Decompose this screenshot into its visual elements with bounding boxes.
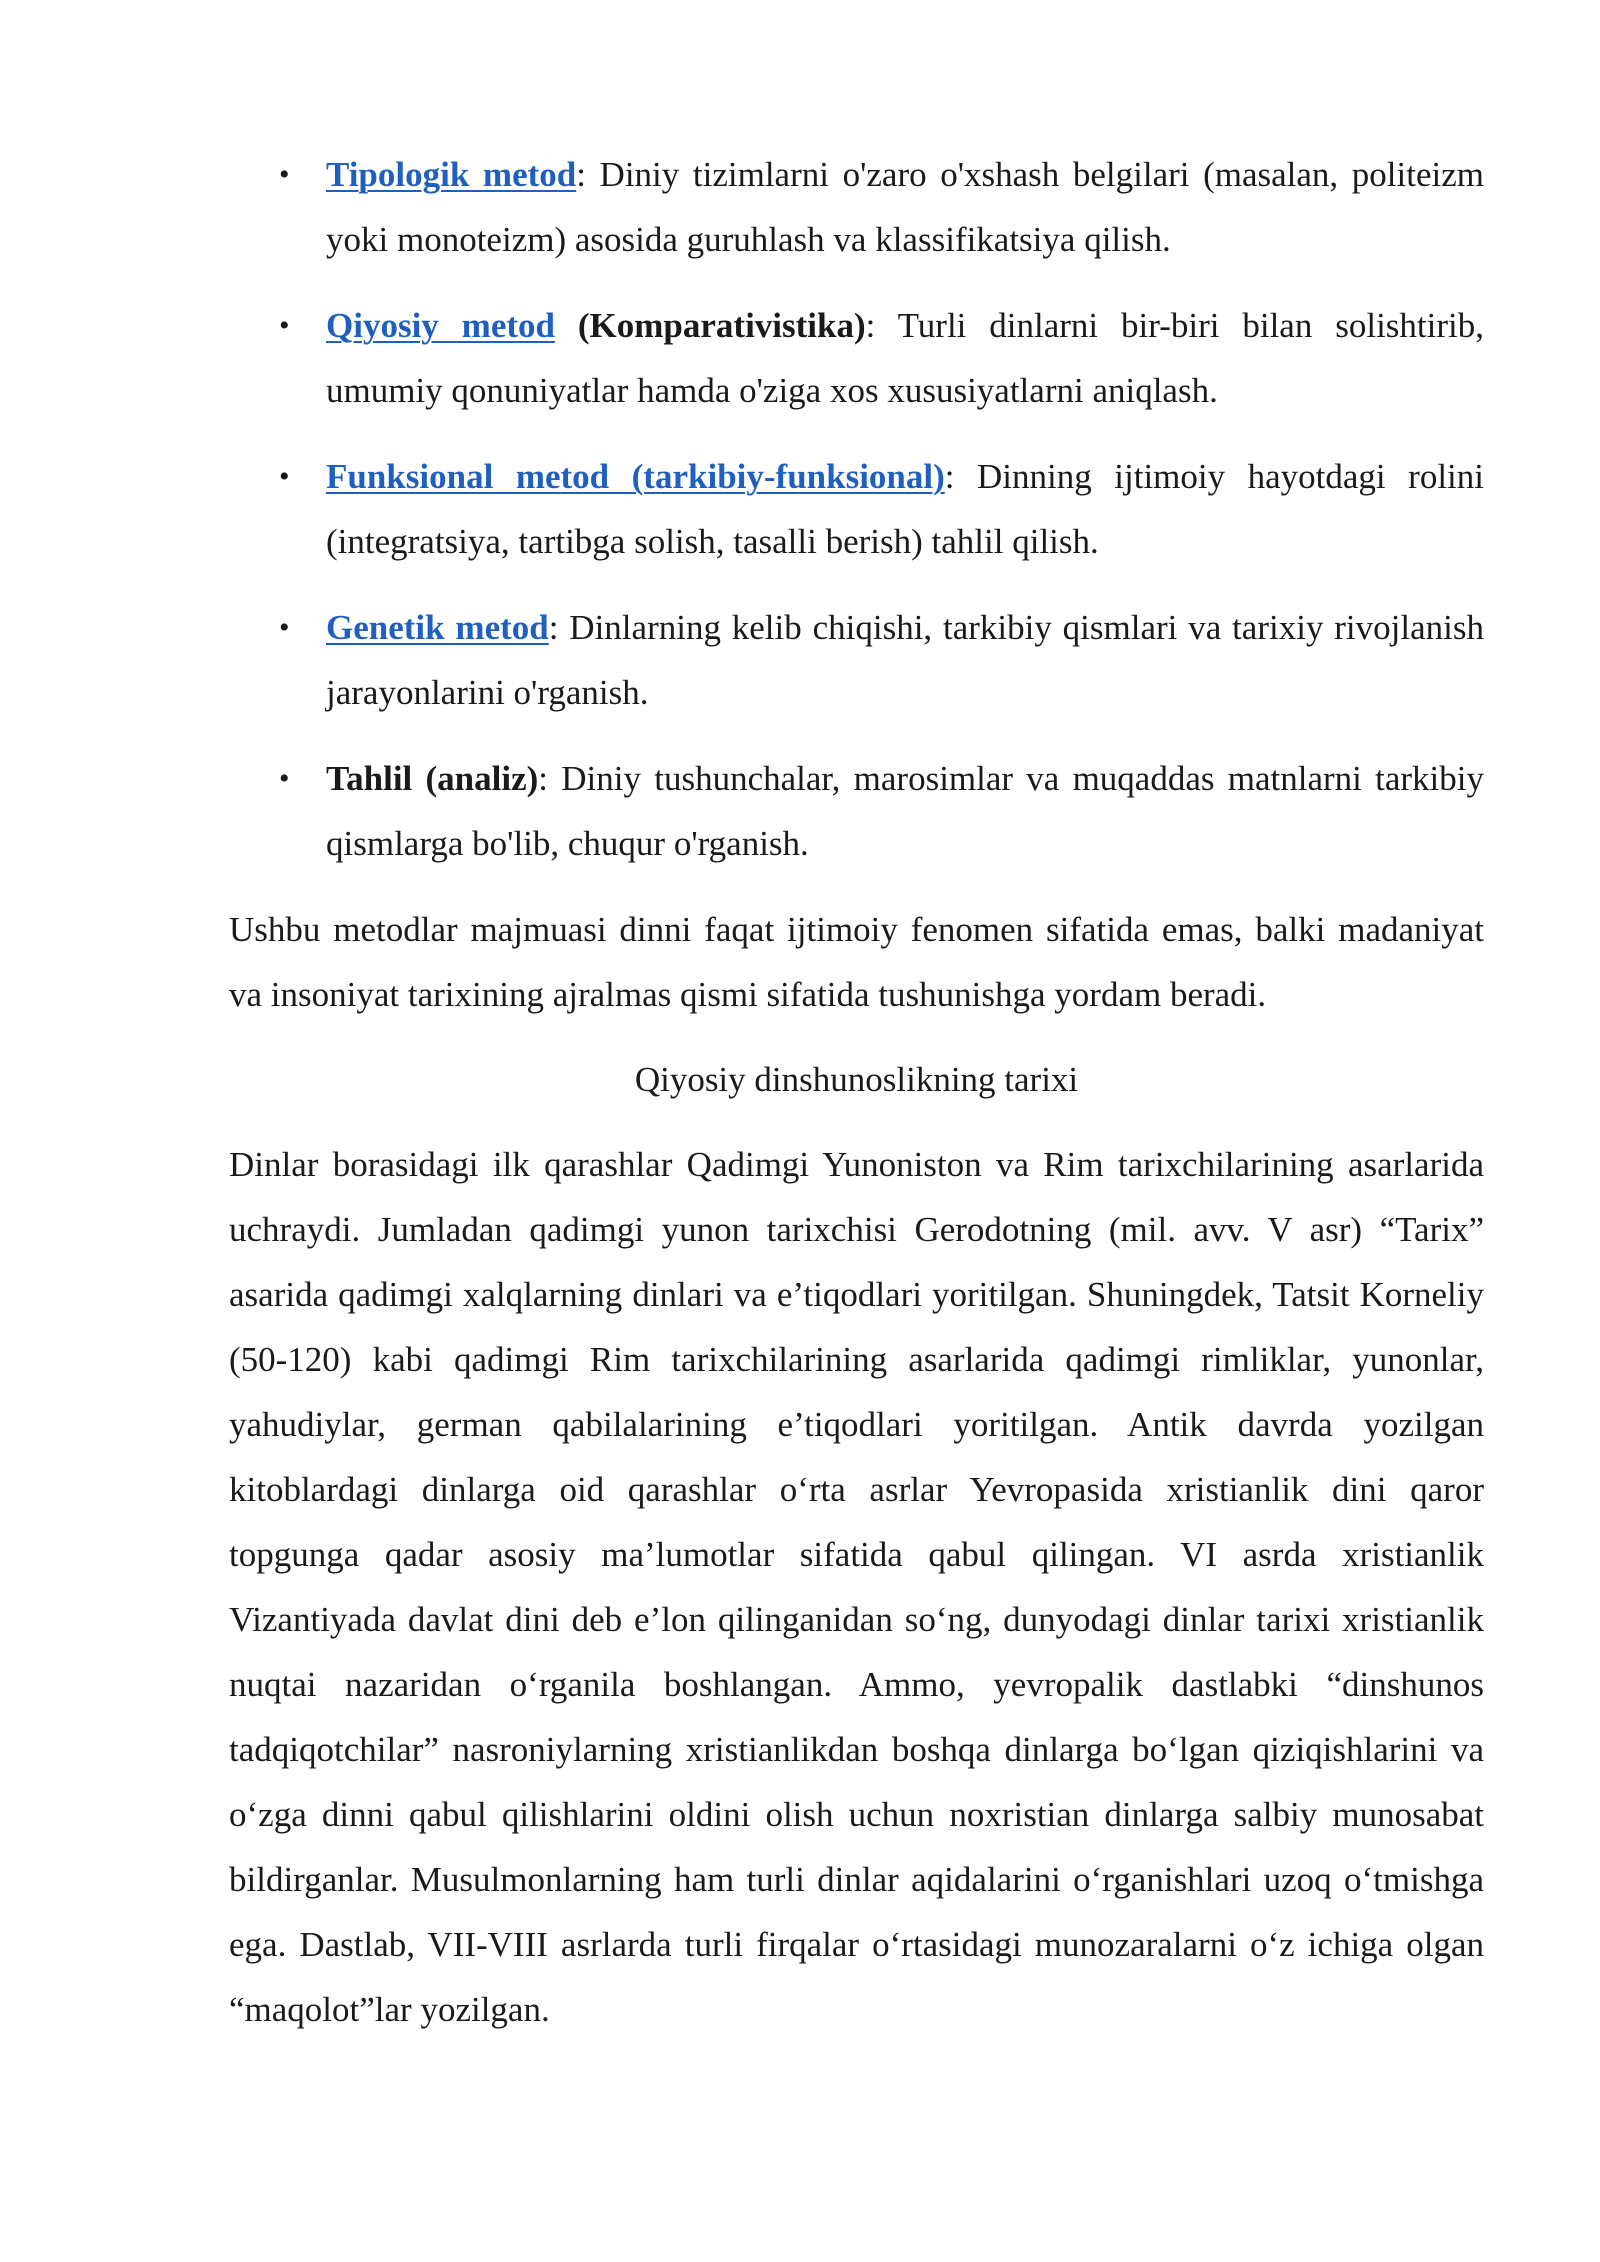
bullet-icon: • — [279, 762, 290, 795]
list-item — [229, 595, 1484, 725]
list-item — [229, 444, 1484, 574]
page-content — [229, 142, 1484, 2042]
item-text: : Diniy tizimlarni o'zaro o'xshash belgilari (masalan, politeizm yoki monoteizm) asosida guruhlash va klassifikatsiya qilish. — [326, 155, 1484, 259]
term-qualifier: (Komparativistika) — [555, 306, 866, 345]
bullet-icon: • — [279, 309, 290, 342]
item-text: : Turli dinlarni bir-biri bilan solishtirib, umumiy qonuniyatlar hamda o'ziga xos xususiyatlarni aniqlash. — [326, 306, 1484, 410]
bullet-icon: • — [279, 611, 290, 644]
section-title: Qiyosiy dinshunoslikning tarixi — [634, 1060, 1079, 1099]
history-paragraph: Dinlar borasidagi ilk qarashlar Qadimgi Yunoniston va Rim tarixchilarining asarlarida uchraydi. Jumladan qadimgi yunon tarixchisi Gerodotning (mil. avv. V asr) “Tarix” asarida qadimgi xalqlarning dinlari va e’tiqodlari yoritilgan. Shuningdek, Tatsit Korneliy (50-120) kabi qadimgi Rim tarixchilarining asarlarida qadimgi rimliklar, yunonlar, yahudiylar, german qabilalarining e’tiqodlari yoritilgan. Antik davrda yozilgan kitoblardagi dinlarga oid qarashlar o‘rta asrlar Yevropasida xristianlik dini qaror topgunga qadar asosiy ma’lumotlar sifatida qabul qilingan. VI asrda xristianlik Vizantiyada davlat dini deb e’lon qilinganidan so‘ng, dunyodagi dinlar tarixi xristianlik nuqtai nazaridan o‘rganila boshlangan. Ammo, yevropalik dastlabki “dinshunos tadqiqotchilar” nasroniylarning xristianlikdan boshqa dinlarga bo‘lgan qiziqishlarini va o‘zga dinni qabul qilishlarini oldini olish uchun noxristian dinlarga salbiy munosabat bildirganlar. Musulmonlarning ham turli dinlar aqidalarini o‘rganishlari uzoq o‘tmishga ega. Dastlab, VII-VIII asrlarda turli firqalar o‘rtasidagi munozaralarni o‘z ichiga olgan “maqolot”lar yozilgan. — [229, 1145, 1484, 2029]
item-text: : Dinning ijtimoiy hayotdagi rolini (integratsiya, tartibga solish, tasalli berish) tahlil qilish. — [326, 457, 1484, 561]
bullet-icon: • — [279, 158, 290, 191]
methods-list — [229, 142, 1484, 876]
term-link-tipologik[interactable]: Tipologik metod — [326, 155, 577, 194]
summary-paragraph: Ushbu metodlar majmuasi dinni faqat ijtimoiy fenomen sifatida emas, balki madaniyat va insoniyat tarixining ajralmas qismi sifatida tushunishga yordam beradi. — [229, 910, 1484, 1014]
list-item — [229, 293, 1484, 423]
item-text: : Dinlarning kelib chiqishi, tarkibiy qismlari va tarixiy rivojlanish jarayonlarini o'rganish. — [326, 608, 1484, 712]
term-link-genetik[interactable]: Genetik metod — [326, 608, 549, 647]
item-text: : Diniy tushunchalar, marosimlar va muqaddas matnlarni tarkibiy qismlarga bo'lib, chuqur o'rganish. — [326, 759, 1484, 863]
term-link-qiyosiy[interactable]: Qiyosiy metod — [326, 306, 555, 345]
list-item — [229, 142, 1484, 272]
term-tahlil: Tahlil (analiz) — [326, 759, 539, 798]
term-link-funksional[interactable]: Funksional metod (tarkibiy-funksional) — [326, 457, 945, 496]
list-item — [229, 746, 1484, 876]
bullet-icon: • — [279, 460, 290, 493]
